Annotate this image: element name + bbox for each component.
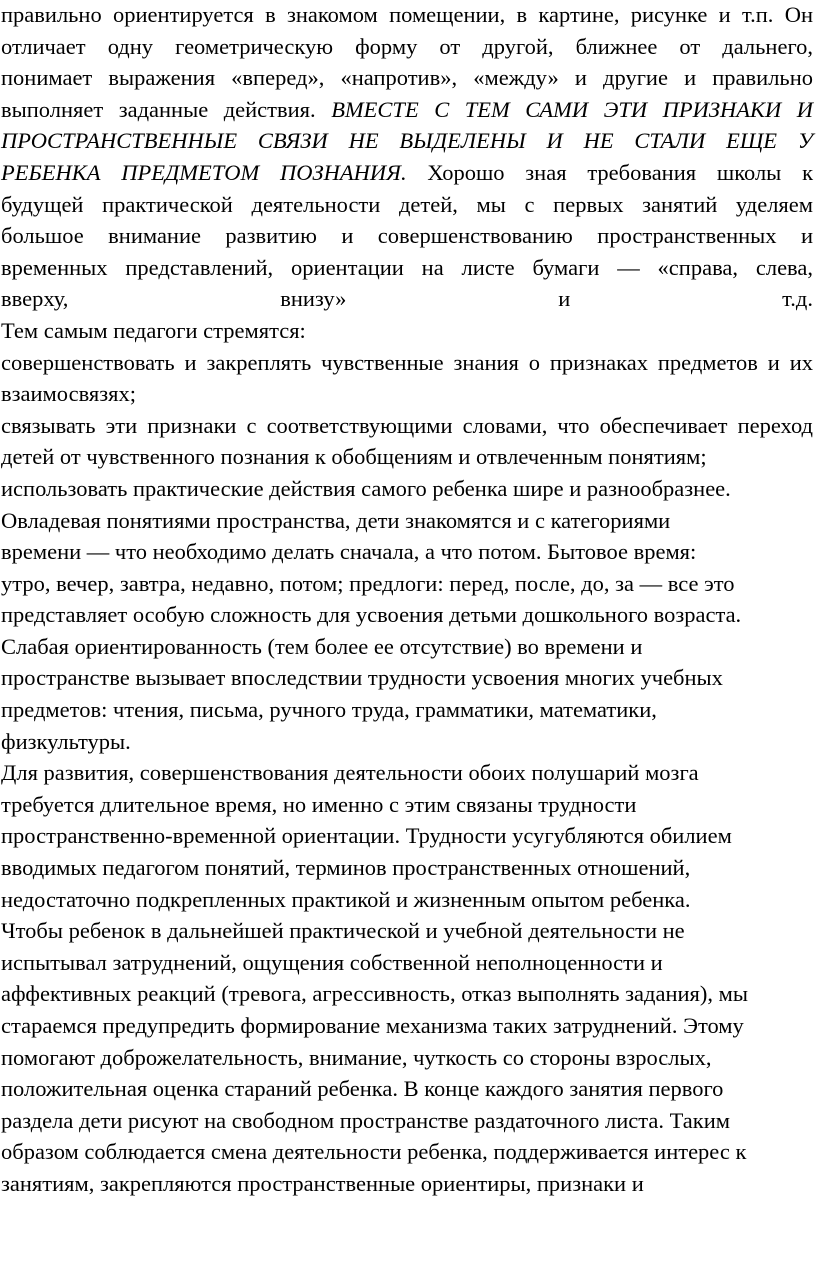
- goals-intro: Тем самым педагоги стремятся:: [1, 317, 306, 343]
- text-line: вводимых педагогом понятий, терминов пространственных отношений,: [1, 855, 691, 881]
- text-line: большое внимание развитию и совершенствованию пространственных и: [1, 223, 813, 249]
- text-line: требуется длительное время, но именно с этим связаны трудности: [1, 791, 637, 817]
- text-line: Чтобы ребенок в дальнейшей практической и учебной деятельности не: [1, 918, 685, 944]
- text-line: вверху, внизу» и т.д.: [1, 286, 813, 312]
- italic-emphasis: РЕБЕНКА ПРЕДМЕТОМ ПОЗНАНИЯ.: [1, 159, 407, 185]
- paragraph-brain: [1, 757, 813, 915]
- intro-paragraph: [1, 0, 813, 315]
- text-line: утро, вечер, завтра, недавно, потом; предлоги: перед, после, до, за — все это: [1, 570, 735, 596]
- text-line: [1, 157, 813, 189]
- text-line: положительная оценка стараний ребенка. В конце каждого занятия первого: [1, 1076, 724, 1102]
- goal-item: совершенствовать и закреплять чувственные знания о признаках предметов и их взаимосвязях;: [1, 349, 813, 407]
- paragraph-weak-orientation: [1, 631, 813, 757]
- text-line: временных представлений, ориентации на листе бумаги — «справа, слева,: [1, 254, 813, 280]
- text-line: правильно ориентируется в знакомом помещении, в картине, рисунке и т.п. Он: [1, 2, 813, 27]
- text-line: Овладевая понятиями пространства, дети знакомятся и с категориями: [1, 507, 671, 533]
- italic-emphasis: ПРОСТРАНСТВЕННЫЕ СВЯЗИ НЕ ВЫДЕЛЕНЫ И НЕ СТАЛИ ЕЩЕ У: [1, 128, 813, 154]
- text-line: занятиям, закрепляются пространственные ориентиры, признаки и: [1, 1170, 644, 1196]
- text-line: представляет особую сложность для усвоения детьми дошкольного возраста.: [1, 602, 742, 628]
- text-line: предметов: чтения, письма, ручного труда, грамматики, математики,: [1, 697, 657, 723]
- text-line: образом соблюдается смена деятельности ребенка, поддерживается интерес к: [1, 1139, 747, 1165]
- text-line: аффективных реакций (тревога, агрессивность, отказ выполнять задания), мы: [1, 981, 748, 1007]
- text-line: понимает выражения «вперед», «напротив», «между» и другие и правильно: [1, 65, 813, 91]
- text-line: [1, 125, 813, 157]
- goal-item: связывать эти признаки с соответствующими словами, что обеспечивает переход детей от чувственного познания к обобщениям и отвлеченным понятиям;: [1, 412, 813, 470]
- paragraph-child: [1, 915, 813, 1199]
- text-line: испытывал затруднений, ощущения собственной неполноценности и: [1, 949, 663, 975]
- paragraph-time: [1, 505, 813, 631]
- text-line: Для развития, совершенствования деятельности обоих полушарий мозга: [1, 760, 699, 786]
- text-line: стараемся предупредить формирование механизма таких затруднений. Этому: [1, 1013, 744, 1038]
- text-line: отличает одну геометрическую форму от другой, ближнее от дальнего,: [1, 33, 813, 59]
- plain-text: выполняет заданные действия.: [1, 96, 316, 122]
- text-line: Слабая ориентированность (тем более ее отсутствие) во времени и: [1, 633, 643, 659]
- italic-emphasis: ВМЕСТЕ С ТЕМ САМИ ЭТИ ПРИЗНАКИ И: [331, 96, 814, 122]
- text-line: [1, 94, 813, 126]
- text-line: физкультуры.: [1, 728, 131, 754]
- text-line: пространстве вызывает впоследствии трудности усвоения многих учебных: [1, 665, 723, 691]
- text-line: помогают доброжелательность, внимание, чуткость со стороны взрослых,: [1, 1044, 712, 1070]
- text-line: будущей практической деятельности детей, мы с первых занятий уделяем: [1, 191, 813, 217]
- text-line: недостаточно подкрепленных практикой и жизненным опытом ребенка.: [1, 886, 691, 912]
- text-line: пространственно-временной ориентации. Трудности усугубляются обилием: [1, 823, 732, 849]
- text-line: раздела дети рисуют на свободном пространстве раздаточного листа. Таким: [1, 1107, 731, 1133]
- goal-item: использовать практические действия самого ребенка шире и разнообразнее.: [1, 475, 731, 501]
- plain-text: Хорошо зная требования школы к: [427, 159, 814, 185]
- text-line: времени — что необходимо делать сначала, а что потом. Бытовое время:: [1, 539, 697, 565]
